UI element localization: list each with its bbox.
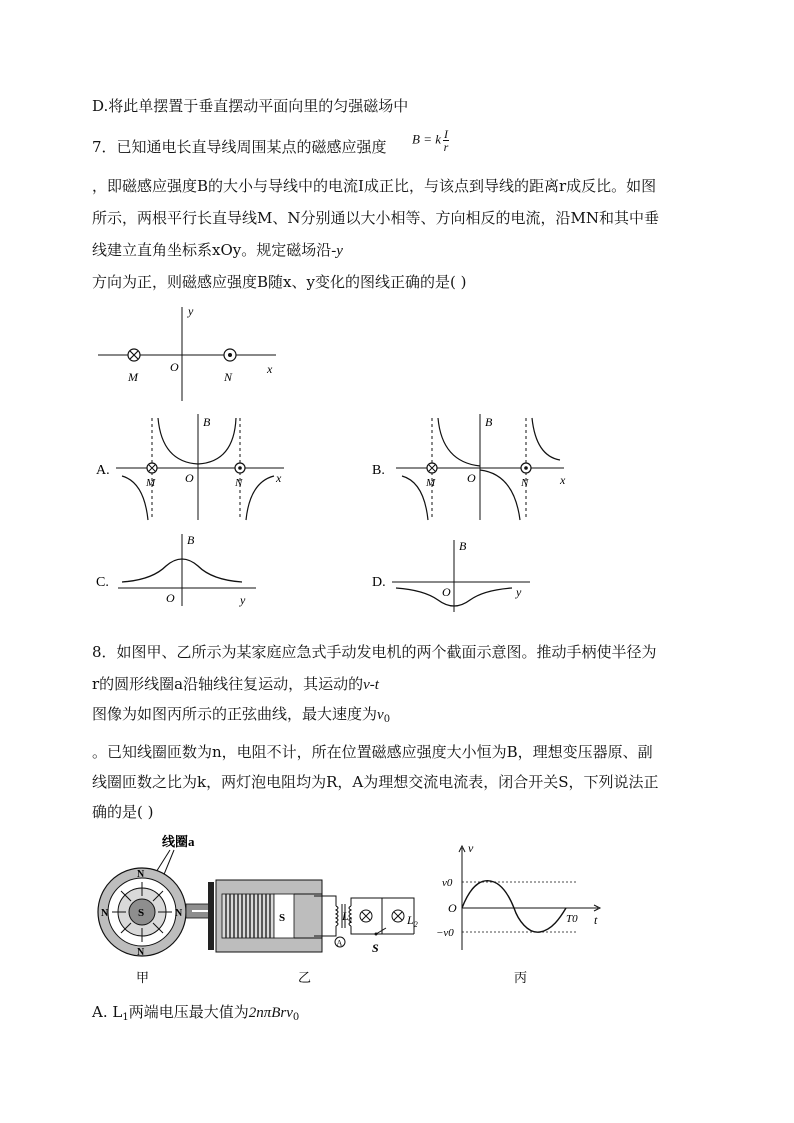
q7-formula-den: r [443, 140, 449, 154]
option-c-y-label: y [240, 593, 246, 607]
option-a-m: M [146, 477, 156, 489]
q8-figure-bing [436, 842, 616, 988]
q8-option-a-value: 2nπBrv [248, 1005, 293, 1021]
q8-v0: v [377, 707, 384, 723]
yi-l1-main: L [342, 909, 349, 923]
fig-n-label: N [224, 370, 233, 384]
q8-line4: 。已知线圈匝数为n，电阻不计，所在位置磁感应强度大小恒为B，理想变压器原、副 [92, 743, 653, 761]
q7-direction: -y [331, 243, 343, 259]
option-d-label: D. [372, 575, 386, 590]
yi-l2-sub: 2 [413, 920, 418, 929]
fig-origin-label: O [170, 360, 179, 374]
q7-line4 [92, 240, 343, 261]
fig-x-label: x [267, 362, 273, 376]
option-c-b-label: B [187, 533, 195, 547]
option-d-y-label: y [516, 585, 522, 599]
yi-l1-sub: 1 [348, 916, 353, 925]
q8-line2-text: r的圆形线圈a沿轴线往复运动，其运动的 [92, 675, 364, 693]
q8-option-a-sub: 1 [122, 1012, 129, 1023]
q7-formula-lhs: B = k [412, 131, 441, 147]
bing-v0: v0 [442, 877, 453, 889]
q7-stem-start: 7．已知通电长直导线周围某点的磁感应强度 [92, 138, 387, 156]
q8-option-a-text: 两端电压最大值为 [128, 1003, 249, 1021]
option-a-x-label: x [276, 471, 282, 485]
jia-coil-label: 线圈a [162, 834, 195, 849]
yi-l1 [341, 909, 353, 925]
q7-line2: ，即磁感应强度B的大小与导线中的电流I成正比，与该点到导线的距离r成反比。如图 [92, 177, 657, 195]
q7-formula-num: I [443, 127, 448, 141]
q8-line3-text: 图像为如图丙所示的正弦曲线，最大速度为 [92, 705, 378, 723]
q6-option-d: D.将此单摆置于垂直摆动平面向里的匀强磁场中 [92, 97, 409, 115]
fig-y-label: y [188, 304, 194, 318]
q8-line2 [92, 674, 379, 695]
q7-figure-wires [96, 305, 296, 405]
option-b-label: B. [372, 463, 385, 478]
q7-formula [412, 128, 449, 153]
bing-t0: T0 [566, 913, 578, 925]
option-a-b-label: B [203, 415, 211, 429]
yi-s-magnet: S [279, 912, 286, 924]
q8-line5: 线圈匝数之比为k，两灯泡电阻均为R，A为理想交流电流表，闭合开关S，下列说法正 [92, 773, 659, 791]
option-a-label: A. [96, 463, 110, 478]
option-c-origin: O [166, 591, 175, 605]
q8-option-a [92, 1002, 299, 1028]
q7-formula-fraction [443, 128, 449, 153]
q8-option-a-prefix: A. L [92, 1003, 123, 1021]
option-b-n: N [521, 477, 529, 489]
option-b-x-label: x [560, 473, 566, 487]
q7-line4-text: 线建立直角坐标系xOy。规定磁场沿 [92, 241, 332, 259]
yi-ammeter: A [336, 938, 343, 948]
q8-v0-sub: 0 [383, 714, 391, 725]
q8-line1: 8．如图甲、乙所示为某家庭应急式手动发电机的两个截面示意图。推动手柄使半径为 [92, 643, 657, 661]
q8-option-a-value-sub: 0 [292, 1012, 300, 1023]
jia-n-left: N [101, 908, 109, 919]
bing-caption: 丙 [514, 970, 528, 985]
option-b-b-label: B [485, 415, 493, 429]
bing-t-label: t [594, 913, 598, 927]
bing-origin: O [448, 901, 457, 915]
q8-vt: v-t [363, 677, 379, 693]
jia-s-label: S [138, 907, 145, 919]
option-d-origin: O [442, 585, 451, 599]
q8-line3 [92, 704, 390, 730]
yi-caption: 乙 [298, 970, 312, 985]
q7-option-c-graph [96, 532, 266, 608]
q8-line6: 确的是( ) [92, 803, 154, 821]
q7-line5: 方向为正，则磁感应强度B随x、y变化的图线正确的是( ) [92, 273, 467, 291]
q7-line3: 所示，两根平行长直导线M、N分别通以大小相等、方向相反的电流，沿MN和其中垂 [92, 209, 659, 227]
option-b-m: M [426, 477, 436, 489]
q7-option-a-graph [96, 412, 296, 524]
jia-n-bottom: N [137, 947, 145, 958]
jia-n-top: N [137, 869, 145, 880]
option-a-origin: O [185, 471, 194, 485]
jia-n-right: N [175, 908, 183, 919]
q8-figure-yi [186, 870, 426, 988]
yi-l2 [406, 913, 418, 929]
yi-switch: S [372, 941, 379, 955]
option-d-b-label: B [459, 539, 467, 553]
q7-option-d-graph [372, 538, 542, 614]
q7-line1 [92, 137, 387, 157]
bing-v-label: v [468, 841, 474, 855]
q7-option-b-graph [372, 412, 582, 524]
yi-l2-main: L [407, 913, 414, 927]
option-c-label: C. [96, 575, 109, 590]
bing-neg-v0: −v0 [436, 927, 454, 939]
option-a-n: N [235, 477, 243, 489]
fig-m-label: M [128, 370, 138, 384]
option-b-origin: O [467, 471, 476, 485]
jia-caption: 甲 [136, 970, 150, 985]
